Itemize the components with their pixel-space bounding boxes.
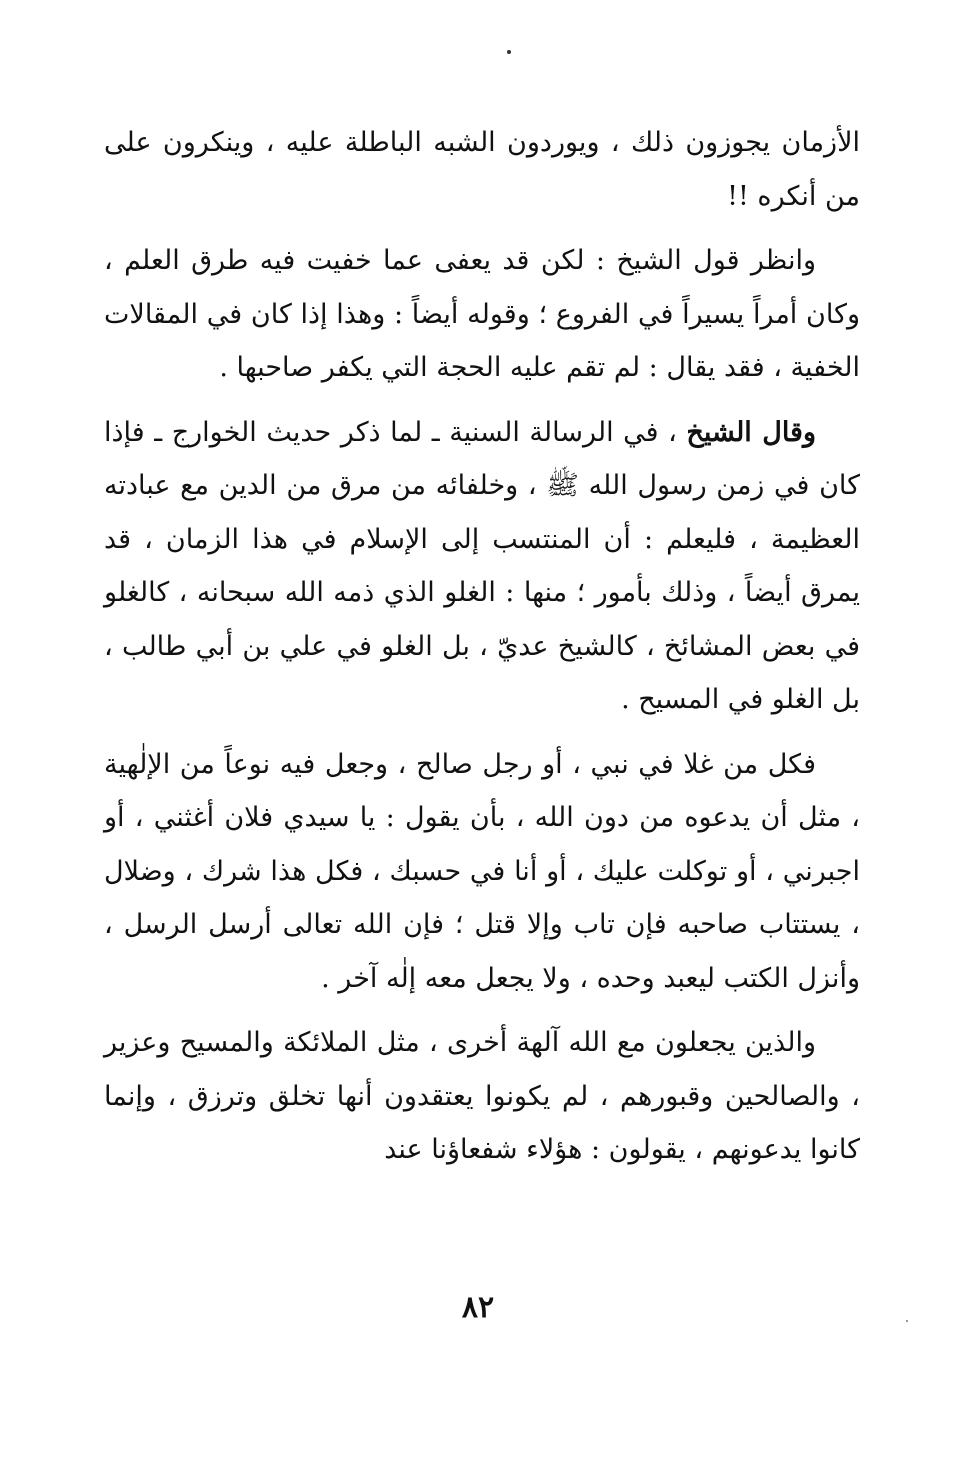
paragraph-1	[104, 116, 860, 223]
paragraph-4-text: فكل من غلا في نبي ، أو رجل صالح ، وجعل فيه نوعاً من الإلٰهية ، مثل أن يدعوه من دون الله ، بأن يقول : يا سيدي فلان أغثني ، أو اجبرني ، أو توكلت عليك ، أو أنا في حسبك ، فكل هذا شرك ، وضلال ، يستتاب صاحبه فإن تاب وإلا قتل ؛ فإن الله تعالى أرسل الرسل ، وأنزل الكتب ليعبد وحده ، ولا يجعل معه إلٰه آخر .	[104, 748, 860, 994]
paragraph-4	[104, 738, 860, 1006]
paragraph-1-text: الأزمان يجوزون ذلك ، ويوردون الشبه الباطلة عليه ، وينكرون على من أنكره !!	[104, 127, 860, 212]
page-number: ٨٢	[461, 1290, 495, 1325]
paragraph-3	[104, 406, 860, 727]
paragraph-2	[104, 234, 860, 395]
body-text	[104, 116, 860, 1188]
paragraph-5-text: والذين يجعلون مع الله آلهة أخرى ، مثل الملائكة والمسيح وعزير ، والصالحين وقبورهم ، لم يكونوا يعتقدون أنها تخلق وترزق ، وإنما كانوا يدعونهم ، يقولون : هؤلاء شفعاؤنا عند	[104, 1027, 860, 1165]
scan-speck-bottom	[906, 1320, 908, 1322]
paragraph-2-text: وانظر قول الشيخ : لكن قد يعفى عما خفيت فيه طرق العلم ، وكان أمراً يسيراً في الفروع ؛ وقوله أيضاً : وهذا إذا كان في المقالات الخفية ، فقد يقال : لم تقم عليه الحجة التي يكفر صاحبها .	[104, 245, 860, 383]
paragraph-3-lead: وقال الشيخ	[686, 416, 816, 448]
scan-speck	[507, 50, 511, 54]
paragraph-3-text: ، في الرسالة السنية ـ لما ذكر حديث الخوارج ـ فإذا كان في زمن رسول الله ﷺ ، وخلفائه من مرق من الدين مع عبادته العظيمة ، فليعلم : أن المنتسب إلى الإسلام في هذا الزمان ، قد يمرق أيضاً ، وذلك بأمور ؛ منها : الغلو الذي ذمه الله سبحانه ، كالغلو في بعض المشائخ ، كالشيخ عديّ ، بل الغلو في علي بن أبي طالب ، بل الغلو في المسيح .	[104, 416, 860, 715]
paragraph-5	[104, 1016, 860, 1177]
